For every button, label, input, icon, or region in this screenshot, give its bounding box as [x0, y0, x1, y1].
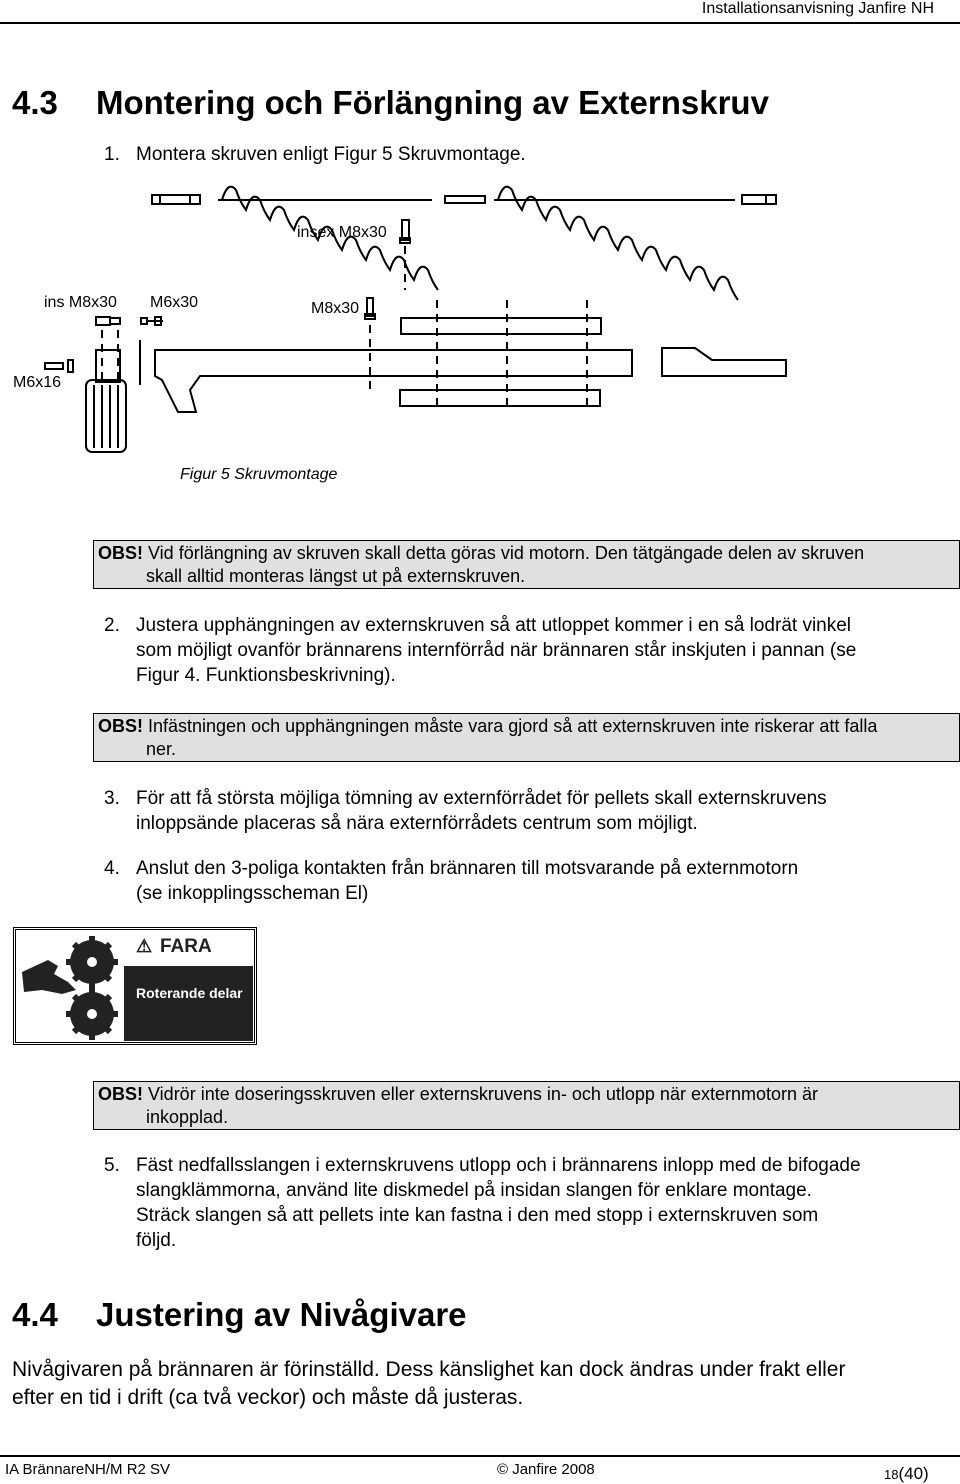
step-number: 3.	[104, 788, 120, 809]
step-text: Fäst nedfallsslangen i externskruvens utlopp och i brännarens inlopp med de bifogade	[136, 1155, 861, 1176]
obs-note-1	[93, 540, 960, 589]
step-2	[104, 613, 954, 688]
m8x30-screw-icon	[365, 298, 375, 319]
insex-screw-icon	[400, 220, 410, 243]
rail-main-icon	[155, 350, 632, 412]
footer-page-number	[884, 1464, 929, 1484]
step-text: Justera upphängningen av externskruven så att utloppet kommer i en så lodrät vinkel	[136, 615, 852, 636]
step-text: Anslut den 3-poliga kontakten från brännaren till motsvarande på externmotorn	[136, 858, 799, 879]
obs-text: ner.	[146, 739, 177, 759]
section-number: 4.4	[12, 1296, 58, 1333]
obs-note-2	[93, 713, 960, 762]
rotating-gears-hazard-icon	[18, 934, 122, 1040]
label-m6x16: M6x16	[13, 374, 62, 391]
ins-screw-icon	[96, 317, 120, 325]
step-text: som möjligt ovanför brännarens internförråd när brännaren står inskjuten i pannan (se	[136, 640, 857, 661]
footer-rule	[0, 1455, 960, 1457]
section-44-paragraph	[12, 1356, 952, 1412]
step-text: Sträck slangen så att pellets inte kan fastna i den med stopp i externskruven som	[136, 1205, 819, 1226]
step-text: följd.	[136, 1230, 177, 1251]
step-text: (se inkopplingsscheman El)	[136, 883, 369, 904]
footer-copyright: © Janfire 2008	[497, 1461, 595, 1478]
obs-text: skall alltid monteras längst ut på externskruven.	[146, 566, 526, 586]
step-number: 5.	[104, 1155, 120, 1176]
obs-text: Infästningen och upphängningen måste vara gjord så att externskruven inte riskerar att falla	[143, 716, 878, 736]
obs-text: Vid förlängning av skruven skall detta göras vid motorn. Den tätgängade delen av skruven	[143, 543, 865, 563]
paragraph-line: efter en tid i drift (ca två veckor) och måste då justeras.	[12, 1386, 524, 1409]
paragraph-line: Nivågivaren på brännaren är förinställd. Dess känslighet kan dock ändras under frakt eller	[12, 1358, 846, 1381]
section-heading-4-3	[12, 84, 769, 122]
obs-text: inkopplad.	[146, 1107, 229, 1127]
step-3	[104, 786, 954, 836]
warning-triangle-icon: ⚠	[136, 936, 153, 956]
obs-text: Vidrör inte doseringsskruven eller externskruvens in- och utlopp när externmotorn är	[143, 1084, 818, 1104]
m6x30-screw-icon	[141, 317, 163, 325]
coupling-middle-icon	[445, 196, 485, 203]
label-ins-m8x30: ins M8x30	[44, 294, 117, 311]
label-m6x30: M6x30	[150, 294, 199, 311]
warning-header	[124, 930, 252, 964]
page-total: (40)	[898, 1464, 929, 1483]
header-rule	[0, 22, 960, 24]
motor-icon	[86, 350, 126, 452]
m6x16-screw-icon	[45, 360, 73, 372]
step-5	[104, 1153, 954, 1253]
coupling-right-icon	[742, 195, 776, 204]
step-text: Figur 4. Funktionsbeskrivning).	[136, 665, 396, 686]
outlet-piece-icon	[662, 348, 786, 376]
page-current: 18	[884, 1467, 899, 1482]
step-1	[104, 142, 924, 167]
screw-assembly-figure	[0, 180, 960, 460]
figure-caption: Figur 5 Skruvmontage	[180, 466, 338, 483]
warning-subtitle: Roterande delar	[136, 985, 243, 1001]
spiral-2-icon	[494, 187, 738, 300]
step-text: slangklämmorna, använd lite diskmedel på insidan slangen för enklare montage.	[136, 1180, 812, 1201]
rail-lower-icon	[400, 390, 600, 406]
warning-panel	[124, 966, 253, 1041]
section-title: Montering och Förlängning av Externskruv	[96, 84, 769, 121]
step-number: 1.	[104, 144, 120, 165]
step-text: Montera skruven enligt Figur 5 Skruvmontage.	[136, 144, 526, 165]
step-text: inloppsände placeras så nära externförrådets centrum som möjligt.	[136, 813, 698, 834]
page-header-title: Installationsanvisning Janfire NH	[701, 0, 934, 17]
step-4	[104, 856, 954, 906]
label-insex-m8x30: insex M8x30	[297, 224, 387, 241]
step-number: 4.	[104, 858, 120, 879]
step-text: För att få största möjliga tömning av externförrådet för pellets skall externskruvens	[136, 788, 827, 809]
obs-note-3	[93, 1081, 960, 1130]
rail-upper-icon	[401, 318, 601, 334]
obs-label: OBS!	[98, 543, 143, 563]
section-title: Justering av Nivågivare	[96, 1296, 467, 1333]
obs-label: OBS!	[98, 1084, 143, 1104]
coupling-left-icon	[152, 195, 200, 204]
obs-label: OBS!	[98, 716, 143, 736]
section-number: 4.3	[12, 84, 58, 121]
label-m8x30: M8x30	[311, 300, 360, 317]
step-number: 2.	[104, 615, 120, 636]
warning-title: FARA	[160, 936, 212, 957]
footer-doc-id: IA BrännareNH/M R2 SV	[5, 1461, 171, 1478]
section-heading-4-4	[12, 1296, 467, 1334]
